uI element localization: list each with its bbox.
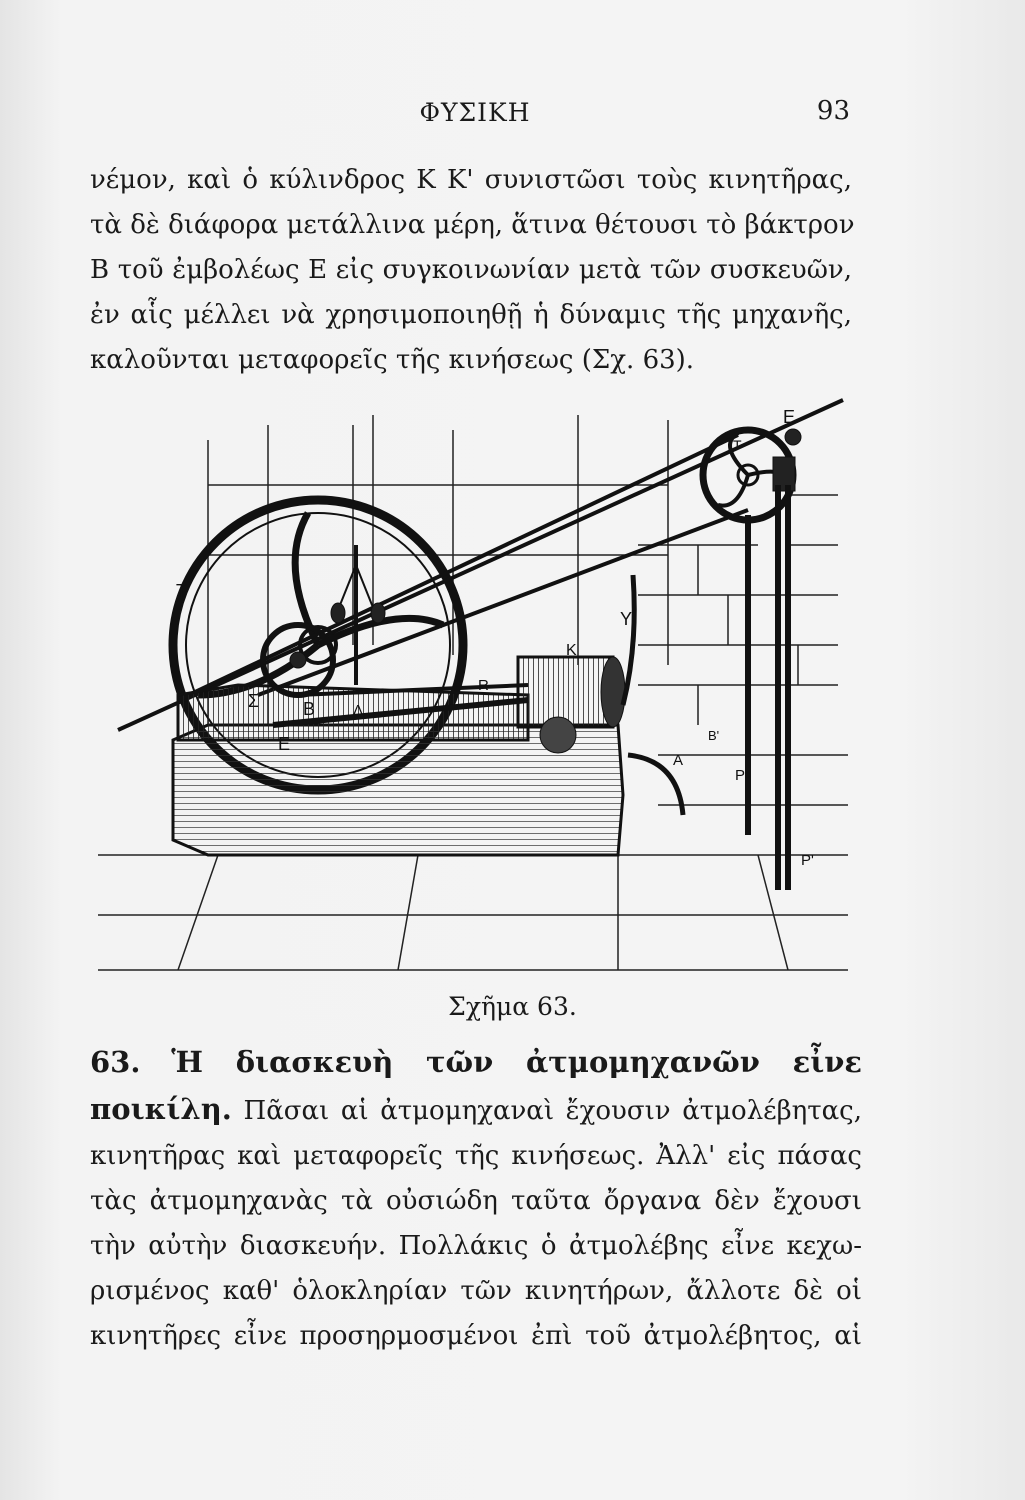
section-title: Ἡ διασκευὴ τῶν ἀτμομηχανῶν εἶνε [171, 1045, 862, 1079]
text-line: ἐν αἷς μέλλει νὰ χρησιμοποιηθῇ ἡ δύναμις τῆς μηχανῆς, [90, 300, 852, 330]
text-line: ρισμένος καθ' ὁλοκληρίαν τῶν κινητήρων, ἄλλοτε δὲ οἱ [90, 1276, 862, 1306]
label-Y: Y [620, 609, 633, 629]
label-A: A [673, 752, 684, 769]
label-sigma: Σ [248, 691, 260, 711]
text-line: κινητῆρες εἶνε προσηρμοσμένοι ἐπὶ τοῦ ἀτμολέβητος, αἱ [90, 1321, 862, 1351]
text-line: τὰ δὲ διάφορα μετάλλινα μέρη, ἅτινα θέτουσι τὸ βάκτρον [90, 210, 855, 240]
page-number: 93 [816, 96, 850, 126]
label-B: B [303, 699, 316, 719]
label-E-body: E [278, 734, 291, 754]
text-line: Β τοῦ ἐμβολέως Ε εἰς συγκοινωνίαν μετὰ τῶν συσκευῶν, [90, 255, 852, 285]
section-heading-line [90, 1040, 862, 1087]
section-number: 63. [90, 1045, 141, 1079]
text-line: τὴν αὐτὴν διασκευήν. Πολλάκις ὁ ἀτμολέβης εἶνε κεχω- [90, 1231, 862, 1261]
label-T-small: T [733, 437, 742, 453]
paragraph-intro [90, 158, 855, 383]
steam-engine-engraving [98, 395, 848, 980]
page-header [100, 92, 850, 132]
text-line: τὰς ἀτμομηχανὰς τὰ οὐσιώδη ταῦτα ὄργανα δὲν ἔχουσι [90, 1186, 862, 1216]
label-K: K [566, 642, 577, 659]
section-title-cont: ποικίλη. [90, 1092, 232, 1126]
label-delta: Δ [353, 702, 364, 719]
label-B-prime: B' [708, 728, 720, 743]
text-line: καλοῦνται μεταφορεῖς τῆς κινήσεως (Σχ. 63). [90, 345, 695, 375]
section-63 [90, 1040, 862, 1359]
text-line: νέμον, καὶ ὁ κύλινδρος Κ Κ' συνιστῶσι τοὺς κινητῆρας, [90, 165, 852, 195]
label-P: P [735, 767, 746, 784]
text-line [90, 1087, 862, 1134]
label-P-prime: P' [801, 852, 814, 869]
text-fragment: Πᾶσαι αἱ ἀτμομηχαναὶ ἔχουσιν ἀτμολέβητας, [243, 1096, 863, 1126]
label-R: R [478, 677, 489, 694]
text-line: κινητῆρας καὶ μεταφορεῖς τῆς κινήσεως. Ἀλλ' εἰς πάσας [90, 1141, 862, 1171]
label-E: E [783, 407, 796, 427]
running-head: ΦΥΣΙΚΗ [419, 98, 531, 127]
label-T: T [176, 581, 187, 601]
figure-caption: Σχῆμα 63. [448, 992, 577, 1021]
